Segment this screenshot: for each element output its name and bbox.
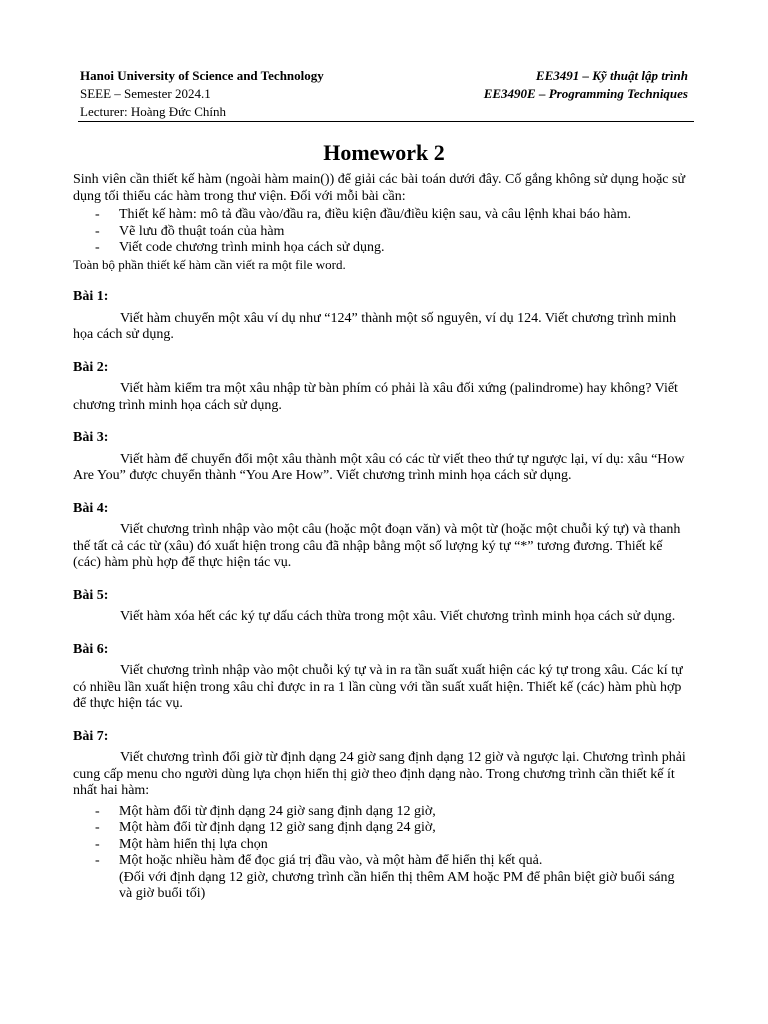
- exercise-text: Viết hàm để chuyển đổi một xâu thành một xâu có các từ viết theo thứ tự ngược lại, ví dụ: xâu “How Are You” được chuyển thành “You Are How”. Viết chương trình minh họa cách sử dụng.: [73, 451, 685, 483]
- exercise-text: Viết hàm xóa hết các ký tự dấu cách thừa trong một xâu. Viết chương trình minh họa cách sử dụng.: [120, 609, 676, 624]
- exercise-heading: Bài 5:: [73, 587, 109, 603]
- list-item-text: Một hoặc nhiều hàm để đọc giá trị đầu vào, và một hàm để hiển thị kết quả.: [119, 853, 543, 868]
- list-item: [73, 240, 689, 257]
- list-item-text: Một hàm đổi từ định dạng 12 giờ sang định dạng 24 giờ,: [119, 820, 436, 835]
- intro-note: Toàn bộ phần thiết kế hàm cần viết ra một file word.: [73, 256, 346, 272]
- exercise-heading: Bài 6:: [73, 641, 109, 657]
- bullet-dash: -: [95, 223, 100, 239]
- bullet-dash: -: [95, 820, 100, 835]
- document-body: [73, 172, 689, 903]
- semester-line: SEEE – Semester 2024.1: [80, 86, 211, 101]
- exercise-text: Viết hàm chuyển một xâu ví dụ như “124” thành một số nguyên, ví dụ 124. Viết chương trình minh họa cách sử dụng.: [73, 310, 677, 342]
- intro-bullet-list: [73, 207, 689, 257]
- exercise-text: Viết chương trình nhập vào một chuỗi ký tự và in ra tần suất xuất hiện các ký tự trong xâu. Các kí tự có nhiều lần xuất hiện trong xâu chỉ được in ra 1 lần cùng với tần suất xuất hiện. Thiết kế (các) hàm phù hợp để thực hiện tác vụ.: [73, 663, 683, 711]
- exercise-heading: Bài 2:: [73, 359, 109, 375]
- list-item-text: Thiết kế hàm: mô tả đầu vào/đầu ra, điều kiện đầu/điều kiện sau, và câu lệnh khai báo hàm.: [119, 207, 631, 222]
- list-item: [73, 224, 689, 241]
- page-title: Homework 2: [323, 140, 445, 165]
- bullet-dash: -: [95, 853, 100, 868]
- list-item-text: Một hàm hiển thị lựa chọn: [119, 836, 268, 852]
- exercise-text: Viết hàm kiểm tra một xâu nhập từ bàn phím có phải là xâu đối xứng (palindrome) hay không? Viết chương trình minh họa cách sử dụng.: [73, 381, 678, 413]
- list-item: [73, 804, 689, 821]
- list-item: [73, 853, 689, 870]
- bullet-dash: -: [95, 240, 100, 255]
- list-item-text: Vẽ lưu đồ thuật toán của hàm: [119, 223, 285, 239]
- exercise-text: Viết chương trình đổi giờ từ định dạng 24 giờ sang định dạng 12 giờ và ngược lại. Chương trình phải cung cấp menu cho người dùng lựa chọn hiển thị giờ theo định dạng nào. Trong chương trình cần thiết kế ít nhất hai hàm:: [73, 750, 686, 798]
- exercise-7-bullet-list: [73, 804, 689, 870]
- exercise-heading: Bài 7:: [73, 728, 109, 744]
- course-code-en: EE3490E – Programming Techniques: [483, 86, 688, 101]
- header-right: [484, 67, 688, 103]
- university-name: Hanoi University of Science and Technology: [80, 68, 324, 83]
- intro-paragraph: Sinh viên cần thiết kế hàm (ngoài hàm main()) để giải các bài toán dưới đây. Cố gắng không sử dụng hoặc sử dụng tối thiểu các hàm trong thư viện. Đối với mỗi bài cần:: [73, 172, 686, 204]
- exercise-heading: Bài 4:: [73, 500, 109, 516]
- bullet-dash: -: [95, 836, 100, 852]
- course-code-vn: EE3491 – Kỹ thuật lập trình: [535, 68, 688, 83]
- list-item: [73, 837, 689, 854]
- document-header: [80, 67, 694, 122]
- bullet-dash: -: [95, 207, 100, 222]
- list-item: [73, 820, 689, 837]
- lecturer-line: Lecturer: Hoàng Đức Chính: [80, 104, 227, 119]
- exercise-text: Viết chương trình nhập vào một câu (hoặc một đoạn văn) và một từ (hoặc một chuỗi ký tự) và thanh thế tất cả các từ (xâu) đó xuất hiện trong câu đã nhập bằng một số lượng ký tự “*” tương đương. Thiết kế (các) hàm phù hợp để thực hiện tác vụ.: [73, 522, 681, 570]
- list-item-text: Viết code chương trình minh họa cách sử dụng.: [119, 240, 385, 255]
- header-divider: [78, 121, 694, 122]
- list-item-text: Một hàm đổi từ định dạng 24 giờ sang định dạng 12 giờ,: [119, 803, 436, 819]
- exercise-heading: Bài 1:: [73, 289, 109, 304]
- bullet-dash: -: [95, 803, 100, 819]
- exercise-heading: Bài 3:: [73, 430, 109, 445]
- list-item: [73, 207, 689, 224]
- exercise-7-note: (Đối với định dạng 12 giờ, chương trình cần hiển thị thêm AM hoặc PM để phân biệt giờ buổi sáng và giờ buổi tối): [119, 869, 675, 901]
- header-left: [80, 67, 324, 121]
